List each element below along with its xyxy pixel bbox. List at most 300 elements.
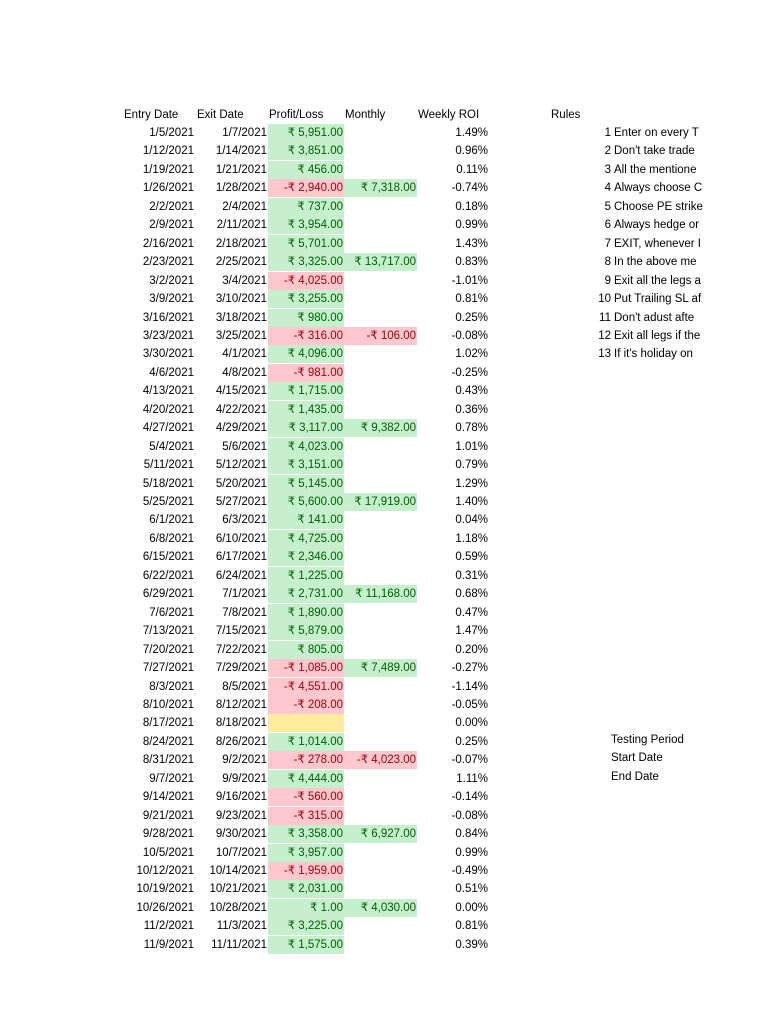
weekly-roi-cell[interactable]: 0.31% [455, 569, 488, 582]
profit-loss-cell[interactable]: ₹ 1.00 [268, 899, 344, 917]
entry-date-cell[interactable]: 5/25/2021 [142, 496, 194, 508]
entry-date-cell[interactable]: 6/22/2021 [142, 569, 194, 582]
table-row [0, 438, 768, 456]
entry-date-cell[interactable]: 5/18/2021 [142, 477, 194, 490]
monthly-cell[interactable] [344, 198, 417, 216]
exit-date-cell[interactable]: 7/8/2021 [222, 606, 267, 619]
profit-loss-cell[interactable]: ₹ 5,879.00 [268, 622, 344, 640]
rule-item [585, 345, 693, 363]
entry-date-cell[interactable]: 10/26/2021 [136, 901, 194, 914]
entry-date-cell[interactable]: 8/10/2021 [142, 698, 194, 711]
exit-date-cell[interactable]: 2/4/2021 [222, 200, 267, 213]
entry-date-cell[interactable]: 1/26/2021 [142, 182, 194, 195]
monthly-cell[interactable]: ₹ 17,919.00 [344, 493, 417, 511]
monthly-cell[interactable] [344, 567, 417, 585]
monthly-cell[interactable] [344, 936, 417, 954]
profit-loss-cell[interactable]: -₹ 1,959.00 [268, 862, 344, 880]
monthly-cell[interactable] [344, 438, 417, 456]
profit-loss-cell[interactable]: ₹ 3,117.00 [268, 419, 344, 437]
exit-date-cell[interactable]: 7/1/2021 [222, 588, 267, 601]
entry-date-cell[interactable]: 2/16/2021 [142, 237, 194, 250]
weekly-roi-cell[interactable]: 0.00% [455, 901, 488, 914]
weekly-roi-cell[interactable]: -0.27% [451, 662, 488, 675]
table-row [0, 825, 768, 843]
monthly-cell[interactable] [344, 844, 417, 862]
rule-item [585, 198, 703, 216]
entry-date-cell[interactable]: 7/27/2021 [142, 662, 194, 675]
weekly-roi-cell[interactable]: 0.68% [455, 588, 488, 601]
rule-text: All the mentione [614, 163, 697, 176]
profit-loss-cell[interactable]: ₹ 3,957.00 [268, 844, 344, 862]
exit-date-cell[interactable]: 10/14/2021 [209, 865, 267, 877]
entry-date-cell[interactable]: 2/23/2021 [142, 256, 194, 269]
exit-date-cell[interactable]: 3/25/2021 [215, 329, 267, 342]
profit-loss-cell[interactable]: ₹ 1,435.00 [268, 401, 344, 419]
profit-loss-cell[interactable]: ₹ 3,851.00 [268, 142, 344, 160]
exit-date-cell[interactable]: 5/6/2021 [222, 440, 267, 453]
monthly-cell[interactable]: -₹ 4,023.00 [344, 751, 417, 769]
entry-date-cell[interactable]: 9/21/2021 [142, 809, 194, 822]
entry-date-cell[interactable]: 5/4/2021 [149, 440, 194, 453]
exit-date-cell[interactable]: 4/8/2021 [222, 366, 267, 379]
table-row [0, 678, 768, 696]
exit-date-cell[interactable]: 6/10/2021 [215, 532, 267, 545]
weekly-roi-cell[interactable]: 1.40% [455, 496, 488, 508]
weekly-roi-cell[interactable]: -0.49% [451, 865, 488, 877]
entry-date-cell[interactable]: 10/5/2021 [142, 846, 194, 859]
exit-date-cell[interactable]: 8/26/2021 [215, 735, 267, 748]
rule-text: Don't adust afte [614, 311, 695, 324]
monthly-cell[interactable] [344, 641, 417, 659]
weekly-roi-cell[interactable]: 0.81% [455, 920, 488, 933]
entry-date-cell[interactable]: 9/28/2021 [142, 828, 194, 841]
rule-text: If it's holiday on [614, 348, 693, 361]
monthly-cell[interactable] [344, 678, 417, 696]
exit-date-cell[interactable]: 7/29/2021 [215, 662, 267, 675]
table-row [0, 419, 768, 437]
table-row [0, 936, 768, 954]
exit-date-cell[interactable]: 6/3/2021 [222, 514, 267, 527]
rule-text: Choose PE strike [614, 200, 703, 213]
rule-text: Exit all legs if the [614, 329, 701, 342]
weekly-roi-cell[interactable]: 0.04% [455, 514, 488, 527]
profit-loss-cell[interactable]: ₹ 5,145.00 [268, 475, 344, 493]
exit-date-cell[interactable]: 2/11/2021 [216, 219, 267, 232]
monthly-cell[interactable]: -₹ 106.00 [344, 327, 417, 345]
profit-loss-cell[interactable]: -₹ 981.00 [268, 364, 344, 382]
entry-date-cell[interactable]: 3/16/2021 [142, 311, 194, 324]
entry-date-cell[interactable]: 10/19/2021 [136, 883, 194, 896]
weekly-roi-cell[interactable]: 0.25% [455, 735, 488, 748]
rule-text: In the above me [614, 256, 697, 269]
entry-date-cell[interactable]: 4/27/2021 [142, 422, 194, 435]
exit-date-cell[interactable]: 3/10/2021 [215, 293, 267, 306]
weekly-roi-cell[interactable]: 0.39% [455, 938, 488, 951]
rule-text: EXIT, whenever I [614, 237, 701, 250]
header-rules: Rules [551, 109, 581, 121]
profit-loss-cell[interactable]: -₹ 560.00 [268, 788, 344, 806]
rule-number: 6 [604, 219, 611, 232]
profit-loss-cell[interactable]: ₹ 3,225.00 [268, 917, 344, 935]
entry-date-cell[interactable]: 11/9/2021 [143, 938, 194, 951]
rule-text: Don't take trade [614, 145, 695, 158]
entry-date-cell[interactable]: 6/1/2021 [149, 514, 194, 527]
monthly-cell[interactable] [344, 604, 417, 622]
entry-date-cell[interactable]: 3/30/2021 [142, 348, 194, 361]
profit-loss-cell[interactable]: -₹ 316.00 [268, 327, 344, 345]
profit-loss-cell[interactable]: ₹ 980.00 [268, 309, 344, 327]
monthly-cell[interactable] [344, 216, 417, 234]
profit-loss-cell[interactable]: ₹ 1,014.00 [268, 733, 344, 751]
weekly-roi-cell[interactable]: 0.78% [455, 422, 488, 435]
entry-date-cell[interactable]: 4/20/2021 [142, 403, 194, 416]
entry-date-cell[interactable]: 7/6/2021 [149, 606, 194, 619]
monthly-cell[interactable]: ₹ 4,030.00 [344, 899, 417, 917]
entry-date-cell[interactable]: 6/29/2021 [142, 588, 194, 601]
monthly-cell[interactable] [344, 530, 417, 548]
rule-text: Enter on every T [614, 127, 699, 139]
weekly-roi-cell[interactable]: 0.00% [455, 717, 488, 730]
rule-item [585, 290, 701, 308]
profit-loss-cell[interactable]: ₹ 4,444.00 [268, 770, 344, 788]
weekly-roi-cell[interactable]: 1.49% [455, 127, 488, 139]
table-row [0, 493, 768, 511]
monthly-cell[interactable]: ₹ 6,927.00 [344, 825, 417, 843]
monthly-cell[interactable] [344, 696, 417, 714]
weekly-roi-cell[interactable]: 0.20% [455, 643, 488, 656]
rule-item [585, 124, 699, 142]
exit-date-cell[interactable]: 7/22/2021 [215, 643, 267, 656]
rule-number: 7 [604, 237, 611, 250]
exit-date-cell[interactable]: 9/9/2021 [222, 772, 267, 785]
monthly-cell[interactable] [344, 309, 417, 327]
table-row [0, 475, 768, 493]
table-row [0, 807, 768, 825]
weekly-roi-cell[interactable]: 0.36% [455, 403, 488, 416]
exit-date-cell[interactable]: 10/28/2021 [209, 901, 267, 914]
exit-date-cell[interactable]: 10/21/2021 [209, 883, 267, 896]
weekly-roi-cell[interactable]: 0.11% [456, 163, 488, 176]
profit-loss-cell[interactable] [268, 714, 344, 732]
exit-date-cell[interactable]: 1/21/2021 [215, 163, 267, 176]
table-row [0, 714, 768, 732]
monthly-cell[interactable] [344, 807, 417, 825]
monthly-cell[interactable] [344, 917, 417, 935]
profit-loss-cell[interactable]: ₹ 3,325.00 [268, 253, 344, 271]
entry-date-cell[interactable]: 1/19/2021 [142, 163, 194, 176]
monthly-cell[interactable] [344, 161, 417, 179]
weekly-roi-cell[interactable]: 0.18% [455, 200, 488, 213]
profit-loss-cell[interactable]: ₹ 2,731.00 [268, 585, 344, 603]
rule-item [585, 309, 694, 327]
profit-loss-cell[interactable]: ₹ 4,725.00 [268, 530, 344, 548]
table-row [0, 382, 768, 400]
table-row [0, 530, 768, 548]
rule-item [585, 216, 699, 234]
exit-date-cell[interactable]: 3/4/2021 [222, 274, 267, 287]
entry-date-cell[interactable]: 6/15/2021 [142, 551, 194, 564]
weekly-roi-cell[interactable]: -0.07% [451, 754, 488, 767]
exit-date-cell[interactable]: 9/2/2021 [222, 754, 267, 767]
profit-loss-cell[interactable]: ₹ 1,890.00 [268, 604, 344, 622]
profit-loss-cell[interactable]: ₹ 3,255.00 [268, 290, 344, 308]
rule-item [585, 142, 695, 160]
rule-number: 8 [604, 256, 611, 269]
rule-number: 9 [604, 274, 611, 287]
table-row [0, 364, 768, 382]
header-weekly-roi: Weekly ROI [418, 109, 480, 121]
weekly-roi-cell[interactable]: -0.08% [451, 329, 488, 342]
weekly-roi-cell[interactable]: -0.14% [451, 791, 488, 804]
monthly-cell[interactable] [344, 142, 417, 160]
profit-loss-cell[interactable]: ₹ 1,225.00 [268, 567, 344, 585]
entry-date-cell[interactable]: 3/23/2021 [142, 329, 194, 342]
table-row [0, 548, 768, 566]
weekly-roi-cell[interactable]: -0.25% [451, 366, 488, 379]
exit-date-cell[interactable]: 4/15/2021 [215, 385, 267, 398]
weekly-roi-cell[interactable]: 0.84% [455, 828, 488, 841]
table-row [0, 585, 768, 603]
monthly-cell[interactable] [344, 364, 417, 382]
entry-date-cell[interactable]: 2/9/2021 [149, 219, 194, 232]
end-date-label: End Date [611, 771, 659, 783]
table-row [0, 696, 768, 714]
profit-loss-cell[interactable]: -₹ 208.00 [268, 696, 344, 714]
table-row [0, 622, 768, 640]
exit-date-cell[interactable]: 9/23/2021 [215, 809, 267, 822]
weekly-roi-cell[interactable]: 1.43% [455, 237, 488, 250]
exit-date-cell[interactable]: 1/14/2021 [215, 145, 267, 158]
entry-date-cell[interactable]: 11/2/2021 [143, 920, 194, 933]
rule-item [585, 327, 700, 345]
header-monthly: Monthly [345, 109, 386, 121]
monthly-cell[interactable]: ₹ 7,318.00 [344, 179, 417, 197]
exit-date-cell[interactable]: 11/11/2021 [211, 938, 267, 951]
entry-date-cell[interactable]: 5/11/2021 [143, 459, 194, 472]
entry-date-cell[interactable]: 4/13/2021 [142, 385, 194, 398]
profit-loss-cell[interactable]: -₹ 2,940.00 [268, 179, 344, 197]
monthly-cell[interactable] [344, 548, 417, 566]
rule-item [585, 272, 701, 290]
weekly-roi-cell[interactable]: -1.14% [451, 680, 488, 693]
rule-number: 12 [598, 329, 611, 342]
exit-date-cell[interactable]: 7/15/2021 [215, 625, 267, 638]
rule-item [585, 179, 702, 197]
profit-loss-cell[interactable]: ₹ 737.00 [268, 198, 344, 216]
weekly-roi-cell[interactable]: 1.47% [455, 625, 488, 638]
profit-loss-cell[interactable]: ₹ 805.00 [268, 641, 344, 659]
weekly-roi-cell[interactable]: 0.81% [455, 293, 488, 306]
exit-date-cell[interactable]: 4/29/2021 [215, 422, 267, 435]
exit-date-cell[interactable]: 8/12/2021 [215, 698, 267, 711]
profit-loss-cell[interactable]: ₹ 1,715.00 [268, 382, 344, 400]
exit-date-cell[interactable]: 8/18/2021 [215, 717, 267, 730]
profit-loss-cell[interactable]: ₹ 456.00 [268, 161, 344, 179]
weekly-roi-cell[interactable]: 0.96% [455, 145, 488, 158]
table-row [0, 511, 768, 529]
exit-date-cell[interactable]: 8/5/2021 [222, 680, 267, 693]
testing-period-label: Testing Period [611, 734, 684, 746]
exit-date-cell[interactable]: 9/30/2021 [215, 828, 267, 841]
profit-loss-cell[interactable]: ₹ 5,600.00 [268, 493, 344, 511]
entry-date-cell[interactable]: 9/14/2021 [142, 791, 194, 804]
weekly-roi-cell[interactable]: 1.18% [455, 532, 488, 545]
header-entry-date: Entry Date [124, 109, 179, 121]
profit-loss-cell[interactable]: -₹ 1,085.00 [268, 659, 344, 677]
monthly-cell[interactable] [344, 511, 417, 529]
monthly-cell[interactable]: ₹ 9,382.00 [344, 419, 417, 437]
header-exit-date: Exit Date [197, 109, 244, 121]
rule-item [585, 235, 701, 253]
exit-date-cell[interactable]: 4/1/2021 [222, 348, 267, 361]
table-row [0, 917, 768, 935]
monthly-cell[interactable] [344, 124, 417, 142]
weekly-roi-cell[interactable]: 1.02% [455, 348, 488, 361]
monthly-cell[interactable] [344, 272, 417, 290]
exit-date-cell[interactable]: 2/18/2021 [215, 237, 267, 250]
weekly-roi-cell[interactable]: -0.74% [451, 182, 488, 195]
table-row [0, 880, 768, 898]
rule-number: 10 [598, 293, 611, 306]
weekly-roi-cell[interactable]: 0.51% [455, 883, 488, 896]
table-row [0, 567, 768, 585]
rule-text: Always hedge or [614, 219, 700, 232]
profit-loss-cell[interactable]: ₹ 2,031.00 [268, 880, 344, 898]
entry-date-cell[interactable]: 3/2/2021 [149, 274, 194, 287]
weekly-roi-cell[interactable]: -0.05% [451, 698, 488, 711]
rule-number: 5 [604, 200, 611, 213]
profit-loss-cell[interactable]: ₹ 2,346.00 [268, 548, 344, 566]
weekly-roi-cell[interactable]: 0.25% [455, 311, 488, 324]
rule-number: 1 [604, 127, 611, 139]
entry-date-cell[interactable]: 8/31/2021 [142, 754, 194, 767]
entry-date-cell[interactable]: 8/24/2021 [142, 735, 194, 748]
rule-number: 2 [604, 145, 611, 158]
entry-date-cell[interactable]: 4/6/2021 [149, 366, 194, 379]
entry-date-cell[interactable]: 2/2/2021 [149, 200, 194, 213]
monthly-cell[interactable] [344, 456, 417, 474]
rule-number: 4 [604, 182, 611, 195]
monthly-cell[interactable] [344, 714, 417, 732]
profit-loss-cell[interactable]: -₹ 4,025.00 [268, 272, 344, 290]
monthly-cell[interactable] [344, 290, 417, 308]
exit-date-cell[interactable]: 1/7/2021 [222, 127, 267, 139]
exit-date-cell[interactable]: 5/12/2021 [215, 459, 267, 472]
exit-date-cell[interactable]: 4/22/2021 [215, 403, 267, 416]
table-row [0, 401, 768, 419]
table-row [0, 604, 768, 622]
rule-number: 11 [599, 311, 611, 324]
monthly-cell[interactable] [344, 345, 417, 363]
entry-date-cell[interactable]: 8/3/2021 [149, 680, 194, 693]
table-row [0, 844, 768, 862]
rule-text: Always choose C [614, 182, 703, 195]
entry-date-cell[interactable]: 7/20/2021 [142, 643, 194, 656]
exit-date-cell[interactable]: 6/17/2021 [215, 551, 267, 564]
exit-date-cell[interactable]: 11/3/2021 [216, 920, 267, 933]
weekly-roi-cell[interactable]: 0.83% [455, 256, 488, 269]
entry-date-cell[interactable]: 9/7/2021 [149, 772, 194, 785]
weekly-roi-cell[interactable]: 1.01% [455, 440, 488, 453]
weekly-roi-cell[interactable]: 1.29% [455, 477, 488, 490]
weekly-roi-cell[interactable]: 0.59% [455, 551, 488, 564]
profit-loss-cell[interactable]: ₹ 3,151.00 [268, 456, 344, 474]
profit-loss-cell[interactable]: ₹ 5,951.00 [268, 124, 344, 142]
entry-date-cell[interactable]: 8/17/2021 [142, 717, 194, 730]
profit-loss-cell[interactable]: ₹ 3,954.00 [268, 216, 344, 234]
entry-date-cell[interactable]: 1/12/2021 [142, 145, 194, 158]
monthly-cell[interactable] [344, 733, 417, 751]
exit-date-cell[interactable]: 5/20/2021 [215, 477, 267, 490]
rule-text: Exit all the legs a [614, 274, 701, 287]
monthly-cell[interactable] [344, 880, 417, 898]
weekly-roi-cell[interactable]: 1.11% [456, 772, 488, 785]
weekly-roi-cell[interactable]: 0.79% [455, 459, 488, 472]
profit-loss-cell[interactable]: ₹ 4,023.00 [268, 438, 344, 456]
monthly-cell[interactable] [344, 382, 417, 400]
rules-list [585, 124, 768, 364]
exit-date-cell[interactable]: 1/28/2021 [215, 182, 267, 195]
entry-date-cell[interactable]: 7/13/2021 [142, 625, 194, 638]
exit-date-cell[interactable]: 2/25/2021 [215, 256, 267, 269]
rule-item [585, 161, 696, 179]
exit-date-cell[interactable]: 6/24/2021 [215, 569, 267, 582]
profit-loss-cell[interactable]: -₹ 315.00 [268, 807, 344, 825]
exit-date-cell[interactable]: 10/7/2021 [215, 846, 267, 859]
profit-loss-cell[interactable]: ₹ 5,701.00 [268, 235, 344, 253]
rule-text: Put Trailing SL af [614, 293, 702, 306]
rule-item [585, 253, 696, 271]
table-row [0, 899, 768, 917]
profit-loss-cell[interactable]: -₹ 278.00 [268, 751, 344, 769]
monthly-cell[interactable] [344, 475, 417, 493]
exit-date-cell[interactable]: 3/18/2021 [215, 311, 267, 324]
profit-loss-cell[interactable]: ₹ 141.00 [268, 511, 344, 529]
monthly-cell[interactable] [344, 235, 417, 253]
entry-date-cell[interactable]: 3/9/2021 [149, 293, 194, 306]
monthly-cell[interactable]: ₹ 13,717.00 [344, 253, 417, 271]
weekly-roi-cell[interactable]: 0.99% [455, 846, 488, 859]
entry-date-cell[interactable]: 6/8/2021 [149, 532, 194, 545]
entry-date-cell[interactable]: 10/12/2021 [136, 865, 194, 877]
entry-date-cell[interactable]: 1/5/2021 [149, 127, 194, 139]
monthly-cell[interactable]: ₹ 7,489.00 [344, 659, 417, 677]
exit-date-cell[interactable]: 9/16/2021 [215, 791, 267, 804]
monthly-cell[interactable] [344, 788, 417, 806]
monthly-cell[interactable] [344, 770, 417, 788]
header-profit-loss: Profit/Loss [269, 109, 324, 121]
monthly-cell[interactable] [344, 862, 417, 880]
table-row [0, 456, 768, 474]
table-row [0, 862, 768, 880]
table-row [0, 788, 768, 806]
table-row [0, 641, 768, 659]
monthly-cell[interactable]: ₹ 11,168.00 [344, 585, 417, 603]
weekly-roi-cell[interactable]: -1.01% [451, 274, 488, 287]
weekly-roi-cell[interactable]: -0.08% [451, 809, 488, 822]
profit-loss-cell[interactable]: ₹ 3,358.00 [268, 825, 344, 843]
weekly-roi-cell[interactable]: 0.99% [455, 219, 488, 232]
profit-loss-cell[interactable]: ₹ 1,575.00 [268, 936, 344, 954]
weekly-roi-cell[interactable]: 0.43% [455, 385, 488, 398]
profit-loss-cell[interactable]: -₹ 4,551.00 [268, 678, 344, 696]
weekly-roi-cell[interactable]: 0.47% [455, 606, 488, 619]
exit-date-cell[interactable]: 5/27/2021 [215, 496, 267, 508]
table-row [0, 659, 768, 677]
monthly-cell[interactable] [344, 401, 417, 419]
monthly-cell[interactable] [344, 622, 417, 640]
profit-loss-cell[interactable]: ₹ 4,096.00 [268, 345, 344, 363]
